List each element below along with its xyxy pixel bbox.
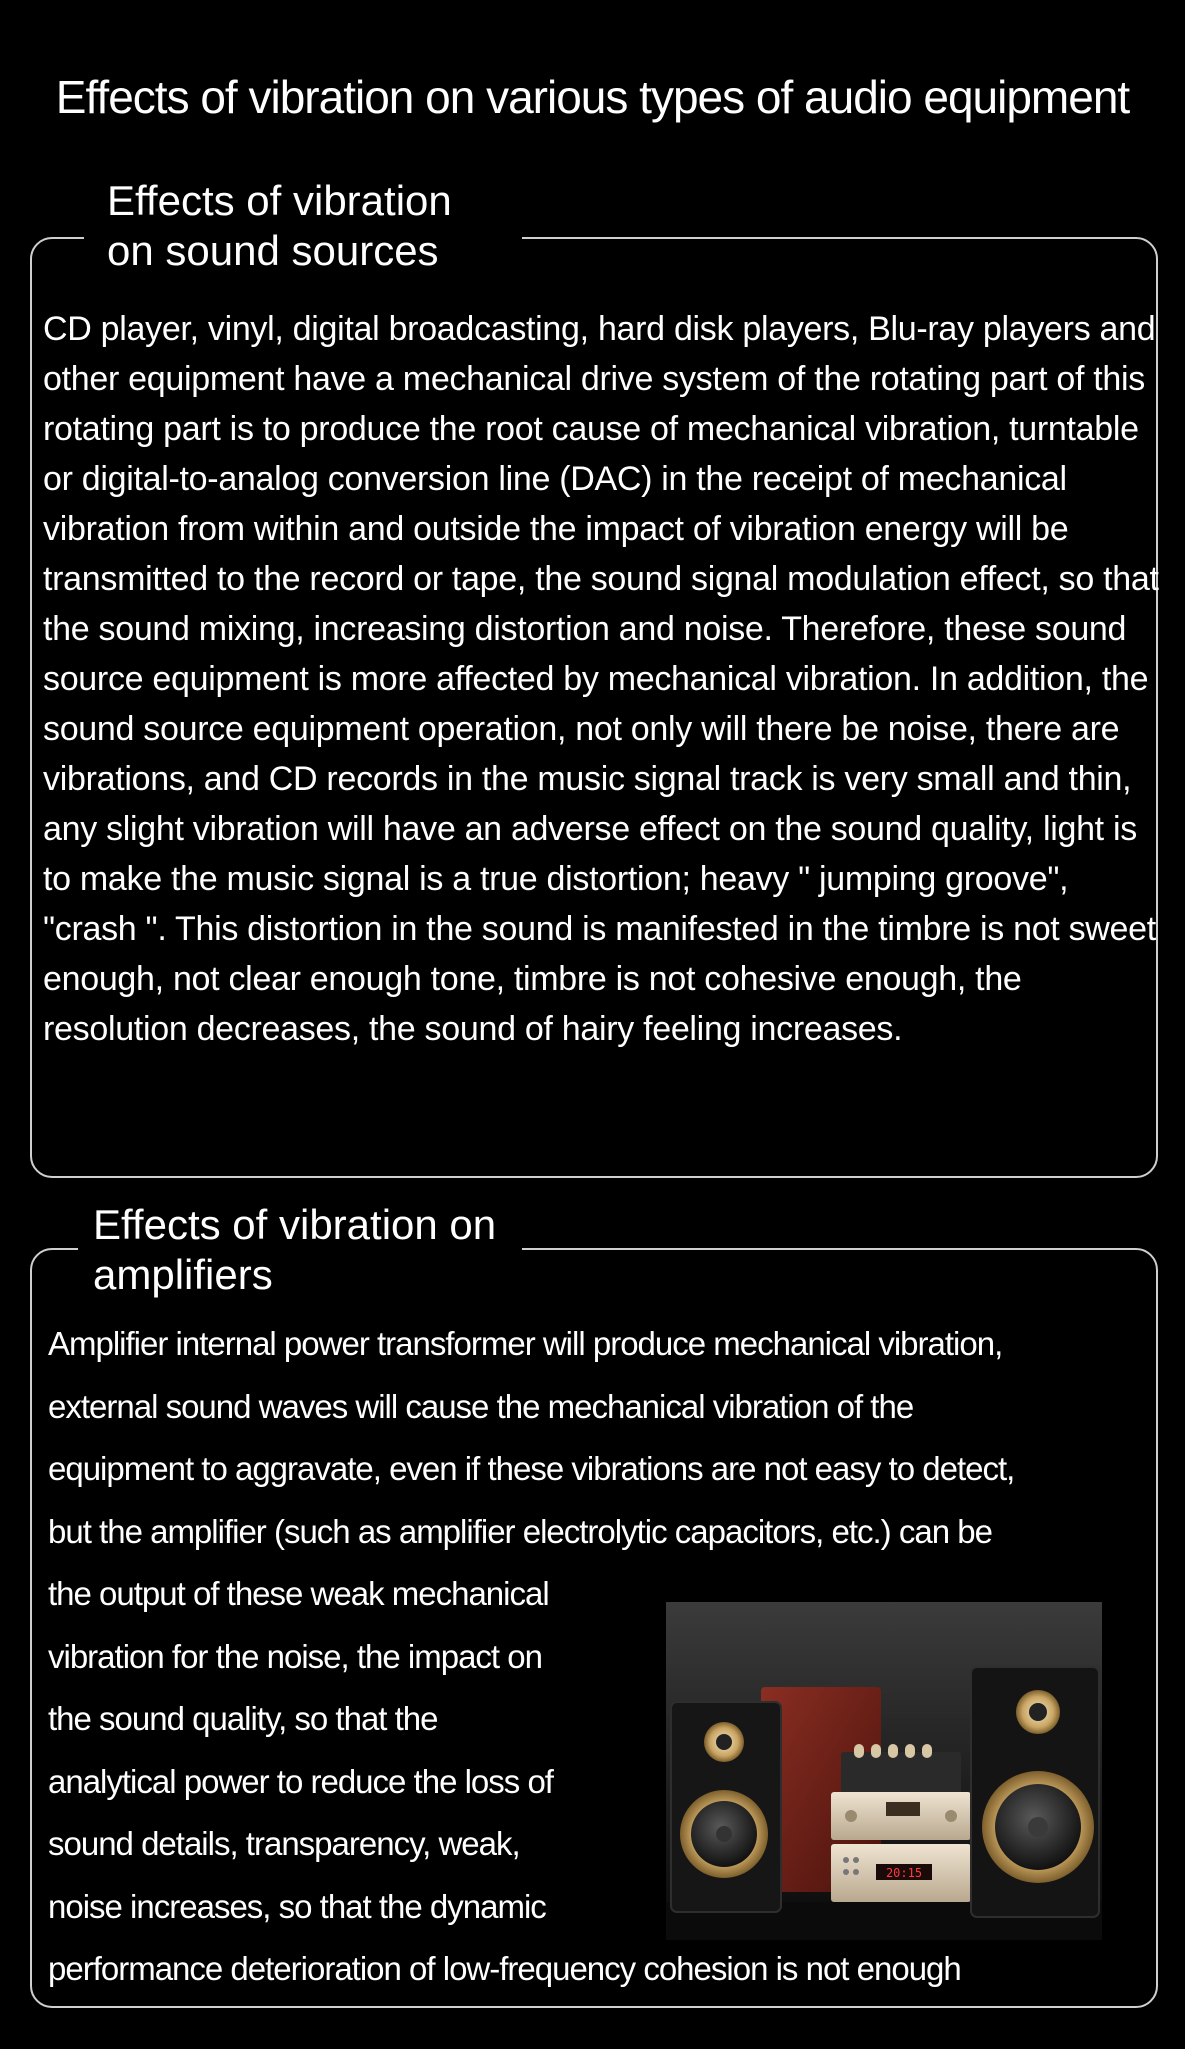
page-title: Effects of vibration on various types of audio equipment — [55, 71, 1130, 123]
text-line: the output of these weak mechanical — [48, 1575, 549, 1612]
text-line: Amplifier internal power transformer will produce mechanical vibration, — [48, 1325, 1003, 1362]
heading-line: Effects of vibration on — [93, 1201, 497, 1248]
text-line: equipment to aggravate, even if these vibrations are not easy to detect, — [48, 1450, 1015, 1487]
text-line: noise increases, so that the dynamic — [48, 1887, 546, 1925]
heading-line: on sound sources — [107, 227, 439, 274]
display-readout: 20:15 — [885, 1866, 923, 1880]
text-line: sound details, transparency, weak, — [48, 1825, 520, 1862]
text-line: the sound quality, so that the — [48, 1700, 438, 1737]
heading-line: Effects of vibration — [107, 177, 452, 224]
text-line: vibration for the noise, the impact on — [48, 1637, 542, 1675]
sound-sources-heading — [107, 176, 452, 276]
text-line: external sound waves will cause the mechanical vibration of the — [48, 1387, 914, 1425]
audio-system-illustration — [666, 1602, 1102, 1940]
text-line: but the amplifier (such as amplifier electrolytic capacitors, etc.) can be — [48, 1512, 992, 1550]
amplifiers-heading — [93, 1200, 496, 1300]
sound-sources-text: CD player, vinyl, digital broadcasting, hard disk players, Blu-ray players and other equipment have a mechanical drive system of the rotating part of this rotating part is to produce the root cause of mechanical vibration, turntable or digital-to-analog conversion line (DAC) in the receipt of mechanical vibration from within and outside the impact of vibration energy will be transmitted to the record or tape, the sound signal modulation effect, so that the sound mixing, increasing distortion and noise. Therefore, these sound source equipment is more affected by mechanical vibration. In addition, the sound source equipment operation, not only will there be noise, there are vibrations, and CD records in the music signal track is very small and thin, any slight vibration will have an adverse effect on the sound quality, light is to make the music signal is a true distortion; heavy " jumping groove", "crash ". This distortion in the sound is manifested in the timbre is not sweet enough, not clear enough tone, timbre is not cohesive enough, the resolution decreases, the sound of hairy feeling increases. — [43, 310, 1159, 1048]
heading-line: amplifiers — [93, 1251, 273, 1298]
text-line: analytical power to reduce the loss of — [48, 1762, 553, 1800]
text-line: performance deterioration of low-frequency cohesion is not enough — [48, 1950, 961, 1987]
audio-system-photo — [666, 1602, 1102, 1940]
